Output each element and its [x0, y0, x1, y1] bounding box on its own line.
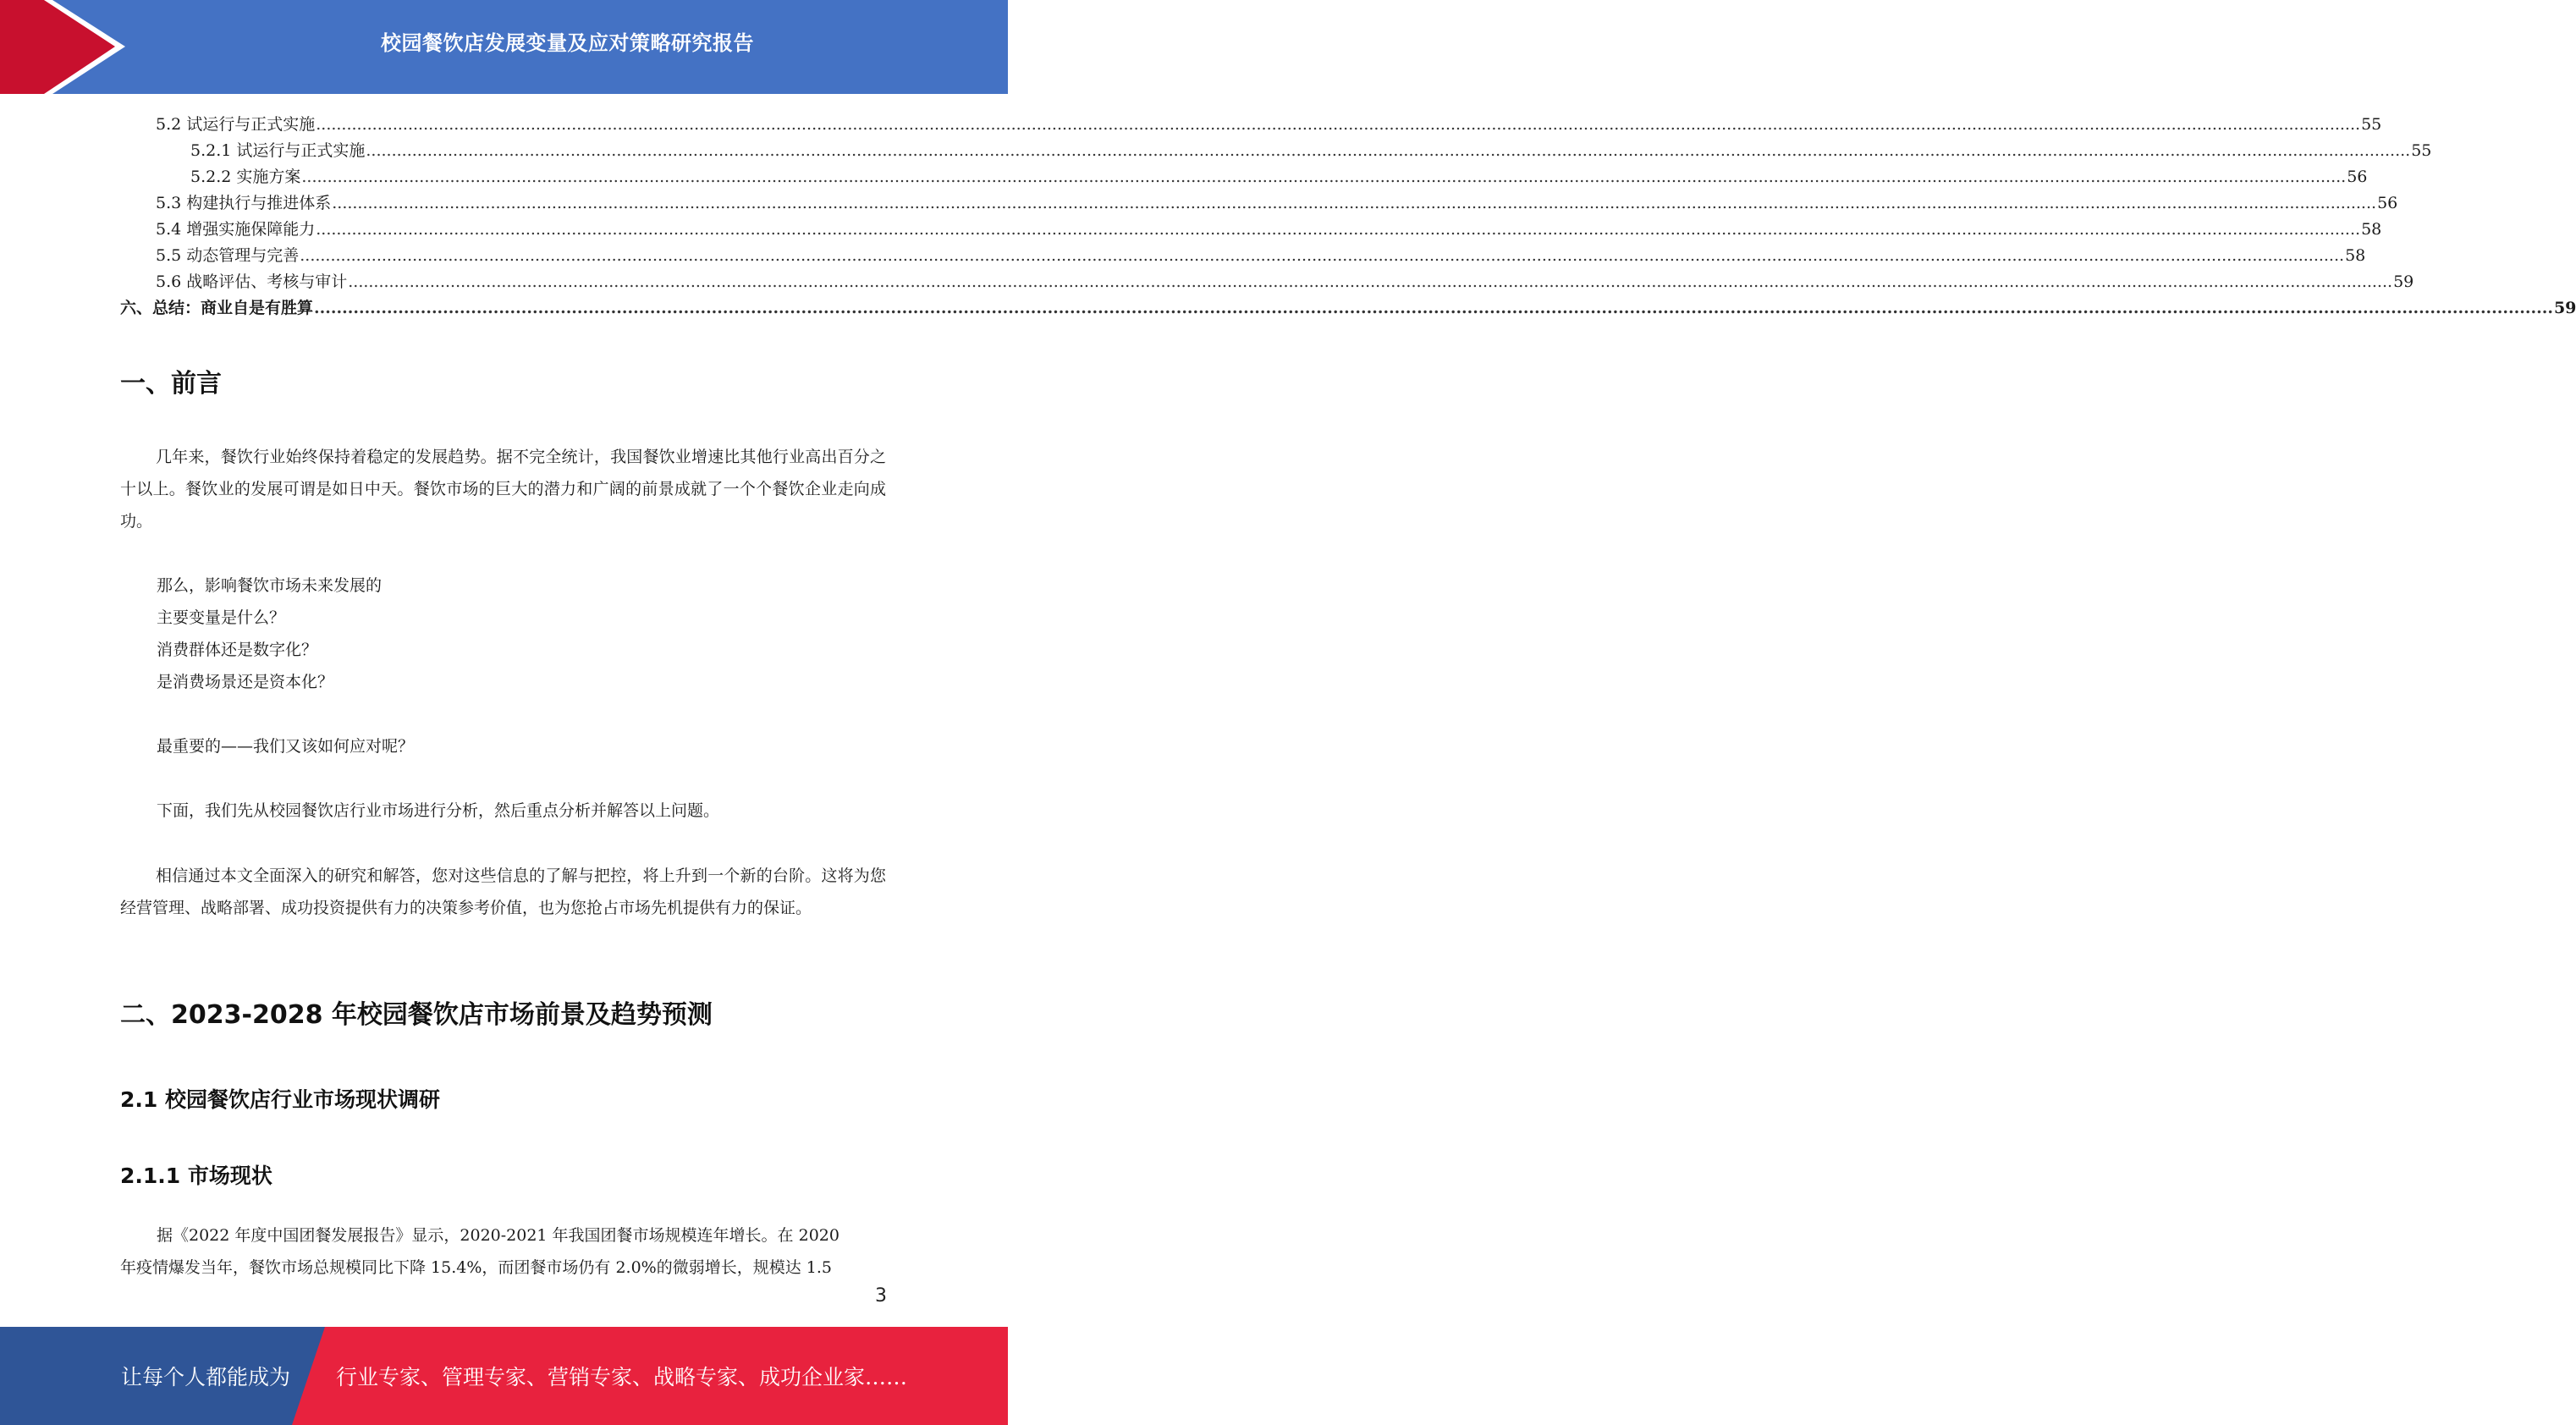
toc-entry-number: 5.5 [156, 246, 182, 265]
section-heading-preface: 一、前言 [120, 369, 222, 399]
preface-next-paragraph: 下面，我们先从校园餐饮店行业市场进行分析，然后重点分析并解答以上问题。 [157, 801, 720, 820]
toc-dot-leader: ................................................................................................................................................................................................................................................................................................................................................................................................................ [301, 168, 2347, 186]
toc-entry-number: 5.2.2 [190, 168, 232, 186]
toc-dot-leader: ................................................................................................................................................................................................................................................................................................................................................................................................................ [316, 220, 2361, 239]
toc-entry-label: 试运行与正式实施 [236, 141, 366, 160]
toc-entry[interactable] [120, 107, 2382, 134]
toc-entry[interactable] [120, 291, 2576, 317]
preface-question-line: 消费群体还是数字化？ [157, 641, 318, 659]
toc-entry-page: 58 [2361, 220, 2382, 239]
toc-entry-number: 5.2 [156, 115, 182, 134]
market-status-paragraph-line: 据《2022 年度中国团餐发展报告》显示，2020-2021 年我国团餐市场规模连年增长。在 2020 [157, 1226, 839, 1245]
toc-entry-number: 5.3 [156, 194, 182, 212]
toc-entry-number: 5.4 [156, 220, 182, 239]
toc-dot-leader: ................................................................................................................................................................................................................................................................................................................................................................................................................ [348, 272, 2393, 291]
preface-key-question: 最重要的——我们又该如何应对呢？ [157, 737, 415, 756]
toc-entry-label: 动态管理与完善 [186, 246, 300, 265]
toc-entry[interactable] [120, 134, 2432, 160]
toc-entry-number: 5.6 [156, 272, 182, 291]
toc-entry-label: 总结：商业自是有胜算 [152, 299, 314, 317]
footer-slogan-right: 行业专家、管理专家、营销专家、战略专家、成功企业家…… [336, 1365, 908, 1389]
toc-entry-number: 5.2.1 [190, 141, 232, 160]
toc-entry[interactable] [120, 265, 2414, 291]
toc-entry[interactable] [120, 212, 2382, 239]
toc-entry-label: 增强实施保障能力 [186, 220, 316, 239]
toc-dot-leader: ................................................................................................................................................................................................................................................................................................................................................................................................................ [300, 246, 2345, 265]
toc-dot-leader: ................................................................................................................................................................................................................................................................................................................................................................................................................ [314, 299, 2553, 317]
toc-entry-label: 试运行与正式实施 [186, 115, 316, 134]
footer-slogan-left: 让每个人都能成为 [121, 1365, 291, 1389]
toc-entry-page: 56 [2347, 168, 2368, 186]
toc-entry-page: 55 [2411, 141, 2432, 160]
toc-entry-page: 58 [2345, 246, 2366, 265]
toc-entry-label: 战略评估、考核与审计 [186, 272, 348, 291]
toc-entry-number: 六、 [120, 299, 153, 317]
subsection-heading-market-research: 2.1 校园餐饮店行业市场现状调研 [120, 1087, 440, 1112]
header-arrow-decoration [0, 0, 135, 94]
toc-entry[interactable] [120, 186, 2398, 212]
toc-dot-leader: ................................................................................................................................................................................................................................................................................................................................................................................................................ [332, 194, 2377, 212]
page-number: 3 [875, 1285, 887, 1307]
market-status-paragraph-line: 年疫情爆发当年，餐饮市场总规模同比下降 15.4%，而团餐市场仍有 2.0%的微弱增长，规模达 1.5 [120, 1258, 832, 1277]
toc-entry-page: 59 [2553, 299, 2576, 317]
page-footer [0, 1327, 1008, 1425]
preface-question-line: 主要变量是什么？ [157, 608, 286, 627]
document-title: 校园餐饮店发展变量及应对策略研究报告 [381, 30, 754, 55]
section-heading-market-outlook: 二、2023-2028 年校园餐饮店市场前景及趋势预测 [120, 1000, 713, 1030]
toc-dot-leader: ................................................................................................................................................................................................................................................................................................................................................................................................................ [366, 141, 2411, 160]
table-of-contents [120, 107, 2576, 317]
toc-entry-label: 构建执行与推进体系 [186, 194, 332, 212]
page-header [0, 0, 1008, 94]
toc-entry-page: 56 [2377, 194, 2398, 212]
toc-entry-page: 55 [2361, 115, 2382, 134]
toc-entry-page: 59 [2393, 272, 2414, 291]
toc-entry-label: 实施方案 [236, 168, 301, 186]
toc-entry[interactable] [120, 160, 2368, 186]
toc-dot-leader: ................................................................................................................................................................................................................................................................................................................................................................................................................ [316, 115, 2361, 134]
preface-question-line: 是消费场景还是资本化？ [157, 673, 334, 691]
preface-question-line: 那么，影响餐饮市场未来发展的 [157, 576, 383, 595]
preface-intro-paragraph: 几年来，餐饮行业始终保持着稳定的发展趋势。据不完全统计，我国餐饮业增速比其他行业高出百分之十以上。餐饮业的发展可谓是如日中天。餐饮市场的巨大的潜力和广阔的前景成就了一个个餐饮企业走向成功。 [120, 448, 886, 531]
toc-entry[interactable] [120, 239, 2366, 265]
subsection-heading-market-status: 2.1.1 市场现状 [120, 1164, 272, 1188]
preface-closing-paragraph: 相信通过本文全面深入的研究和解答，您对这些信息的了解与把控，将上升到一个新的台阶。这将为您经营管理、战略部署、成功投资提供有力的决策参考价值，也为您抢占市场先机提供有力的保证。 [120, 867, 886, 917]
